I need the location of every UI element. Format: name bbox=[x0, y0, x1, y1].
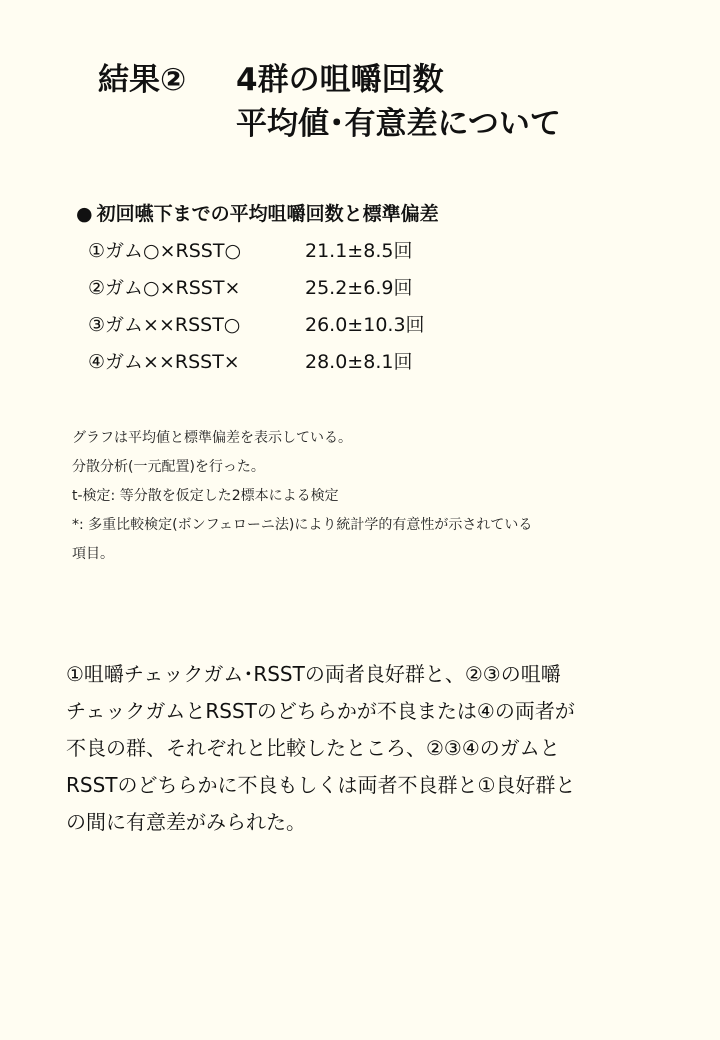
title-line-1-text: 4群の咀嚼回数 bbox=[236, 62, 444, 98]
group-label: ②ガム○×RSST× bbox=[88, 277, 241, 299]
note-line: 分散分析(一元配置)を行った。 bbox=[72, 459, 265, 475]
summary-line: チェックガムとRSSTのどちらかが不良または④の両者が bbox=[66, 699, 575, 723]
group-value: 21.1±8.5回 bbox=[305, 240, 413, 262]
group-item bbox=[88, 310, 425, 347]
group-item bbox=[88, 347, 425, 384]
section-heading bbox=[76, 200, 439, 228]
summary-line: 不良の群、それぞれと比較したところ、②③④のガムと bbox=[66, 736, 560, 760]
group-label: ④ガム××RSST× bbox=[88, 351, 240, 373]
title-line-2: 平均値･有意差について bbox=[236, 106, 561, 142]
summary-line: RSSTのどちらかに不良もしくは両者不良群と①良好群と bbox=[66, 773, 576, 797]
bullet-icon: ● bbox=[76, 203, 93, 225]
group-label: ③ガム××RSST○ bbox=[88, 314, 241, 336]
group-item bbox=[88, 273, 425, 310]
page-title bbox=[98, 58, 561, 146]
note-line: 項目。 bbox=[72, 546, 114, 562]
summary-line: の間に有意差がみられた。 bbox=[66, 810, 306, 834]
note-line: t-検定: 等分散を仮定した2標本による検定 bbox=[72, 488, 339, 504]
section-heading-text: 初回嚥下までの平均咀嚼回数と標準偏差 bbox=[96, 203, 439, 225]
summary-paragraph bbox=[66, 656, 666, 841]
group-item bbox=[88, 236, 425, 273]
title-prefix: 結果② bbox=[98, 62, 187, 98]
group-value: 26.0±10.3回 bbox=[305, 314, 425, 336]
note-line: *: 多重比較検定(ボンフェローニ法)により統計学的有意性が示されている bbox=[72, 517, 533, 533]
group-value: 28.0±8.1回 bbox=[305, 351, 413, 373]
note-line: グラフは平均値と標準偏差を表示している。 bbox=[72, 430, 352, 446]
group-label: ①ガム○×RSST○ bbox=[88, 240, 242, 262]
group-list bbox=[88, 236, 425, 384]
summary-line: ①咀嚼チェックガム･RSSTの両者良好群と、②③の咀嚼 bbox=[66, 662, 561, 686]
title-line-1 bbox=[98, 58, 561, 102]
notes-block bbox=[72, 424, 532, 569]
group-value: 25.2±6.9回 bbox=[305, 277, 413, 299]
